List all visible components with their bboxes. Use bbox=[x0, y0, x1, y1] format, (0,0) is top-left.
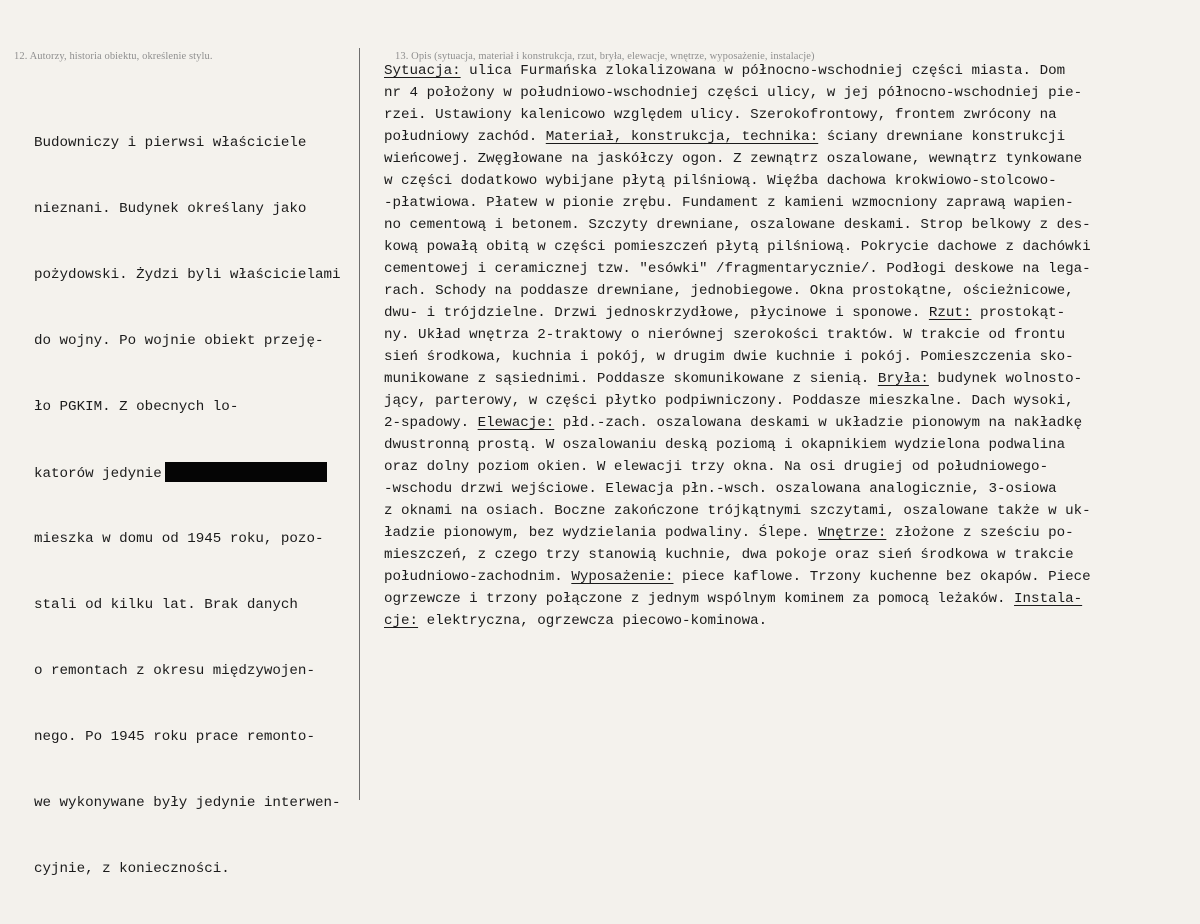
text-line: Budowniczy i pierwsi właściciele bbox=[34, 135, 307, 151]
text-line bbox=[384, 456, 1091, 478]
text-fragment: dwu- i trójdzielne. Drzwi jednoskrzydłowe, płycinowe i sponowe. bbox=[384, 305, 929, 321]
text-fragment: elektryczna, ogrzewcza piecowo-kominowa. bbox=[418, 613, 768, 629]
text-line bbox=[384, 522, 1091, 544]
text-line: we wykonywane były jedynie interwen- bbox=[34, 795, 341, 811]
text-fragment: dwustronną prostą. W oszalowaniu deską poziomą i okapnikiem wydzielona podwalina bbox=[384, 437, 1066, 453]
section-label: Sytuacja: bbox=[384, 63, 461, 79]
text-fragment: no cementową i betonem. Szczyty drewniane, oszalowane deskami. Strop belkowy z des- bbox=[384, 217, 1091, 233]
text-fragment: piece kaflowe. Trzony kuchenne bez okapów. Piece bbox=[673, 569, 1091, 585]
section-12-header: 12. Autorzy, historia obiektu, określenie stylu. bbox=[14, 51, 213, 62]
section-label: Wnętrze: bbox=[818, 525, 887, 541]
text-line bbox=[384, 544, 1091, 566]
section-label: Instala- bbox=[1014, 591, 1083, 607]
history-text bbox=[34, 88, 341, 924]
text-fragment: ulica Furmańska zlokalizowana w północno-wschodniej części miasta. Dom bbox=[460, 63, 1066, 79]
text-line bbox=[384, 566, 1091, 588]
text-fragment: 2-spadowy. bbox=[384, 415, 478, 431]
text-line bbox=[384, 236, 1091, 258]
text-line bbox=[384, 610, 1091, 632]
section-label: Bryła: bbox=[877, 371, 929, 387]
text-fragment: złożone z sześciu po- bbox=[886, 525, 1074, 541]
section-label: Materiał, konstrukcja, technika: bbox=[545, 129, 819, 145]
text-fragment: oraz dolny poziom okien. W elewacji trzy okna. Na osi drugiej od południowego- bbox=[384, 459, 1049, 475]
text-line bbox=[384, 82, 1091, 104]
text-fragment: rach. Schody na poddasze drewniane, jednobiegowe. Okna prostokątne, ościeżnicowe, bbox=[384, 283, 1074, 299]
text-line bbox=[384, 126, 1091, 148]
text-line bbox=[384, 588, 1091, 610]
text-line bbox=[384, 500, 1091, 522]
text-line bbox=[384, 60, 1091, 82]
text-line bbox=[384, 258, 1091, 280]
text-fragment: południowy zachód. bbox=[384, 129, 546, 145]
text-fragment: ładzie pionowym, bez wydzielania podwaliny. Ślepe. bbox=[384, 525, 819, 541]
redaction-bar bbox=[165, 462, 327, 482]
text-fragment: ogrzewcze i trzony połączone z jednym wspólnym kominem za pomocą leżaków. bbox=[384, 591, 1015, 607]
text-fragment: nr 4 położony w południowo-wschodniej części ulicy, w jej północno-wschodniej pie- bbox=[384, 85, 1083, 101]
text-line: nego. Po 1945 roku prace remonto- bbox=[34, 729, 315, 745]
text-line bbox=[384, 170, 1091, 192]
section-label: Wyposażenie: bbox=[571, 569, 674, 585]
text-fragment: jący, parterowy, w części płytko podpiwniczony. Poddasze mieszkalne. Dach wysoki, bbox=[384, 393, 1074, 409]
text-fragment: w części dodatkowo wybijane płytą pilśniową. Więźba dachowa krokwiowo-stolcowo- bbox=[384, 173, 1057, 189]
text-fragment: mieszczeń, z czego trzy stanowią kuchnie, dwa pokoje oraz sień środkowa w trakcie bbox=[384, 547, 1074, 563]
text-fragment: południowo-zachodnim. bbox=[384, 569, 572, 585]
section-label: cje: bbox=[384, 613, 419, 629]
text-line bbox=[384, 434, 1091, 456]
text-fragment: katorów jedynie bbox=[34, 466, 162, 482]
text-fragment: sień środkowa, kuchnia i pokój, w drugim dwie kuchnie i pokój. Pomieszczenia sko- bbox=[384, 349, 1074, 365]
text-fragment: -płatwiowa. Płatew w pionie zrębu. Fundament z kamieni wzmocniony zaprawą wapien- bbox=[384, 195, 1074, 211]
section-13-header: 13. Opis (sytuacja, materiał i konstrukcja, rzut, bryła, elewacje, wnętrze, wyposażenie, instalacje) bbox=[395, 51, 815, 62]
text-fragment: munikowane z sąsiednimi. Poddasze skomunikowane z sienią. bbox=[384, 371, 878, 387]
text-fragment: ny. Układ wnętrza 2-traktowy o nierównej szerokości traktów. W trakcie od frontu bbox=[384, 327, 1066, 343]
text-line bbox=[384, 148, 1091, 170]
text-line bbox=[384, 192, 1091, 214]
section-label: Rzut: bbox=[928, 305, 972, 321]
text-fragment: -wschodu drzwi wejściowe. Elewacja płn.-wsch. oszalowana analogicznie, 3-osiowa bbox=[384, 481, 1057, 497]
text-fragment: cementowej i ceramicznej tzw. "esówki" /fragmentarycznie/. Podłogi deskowe na lega- bbox=[384, 261, 1091, 277]
text-fragment: prostokąt- bbox=[971, 305, 1066, 321]
text-line bbox=[384, 368, 1091, 390]
text-fragment: kową powałą obitą w części pomieszczeń płytą pilśniową. Pokrycie dachowe z dachówki bbox=[384, 239, 1091, 255]
text-line bbox=[384, 280, 1091, 302]
text-line bbox=[384, 324, 1091, 346]
text-line bbox=[384, 412, 1091, 434]
text-line: do wojny. Po wojnie obiekt przeję- bbox=[34, 333, 324, 349]
text-line: mieszka w domu od 1945 roku, pozo- bbox=[34, 531, 324, 547]
text-line: pożydowski. Żydzi byli właścicielami bbox=[34, 267, 341, 283]
text-line: ło PGKIM. Z obecnych lo- bbox=[34, 399, 239, 415]
text-line bbox=[384, 104, 1091, 126]
text-line: cyjnie, z konieczności. bbox=[34, 861, 230, 877]
text-line: o remontach z okresu międzywojen- bbox=[34, 663, 315, 679]
column-divider bbox=[359, 48, 360, 800]
text-line bbox=[384, 478, 1091, 500]
text-line bbox=[384, 346, 1091, 368]
text-line: nieznani. Budynek określany jako bbox=[34, 201, 307, 217]
text-line bbox=[384, 390, 1091, 412]
text-fragment: budynek wolnosto- bbox=[928, 371, 1083, 387]
text-fragment: ściany drewniane konstrukcji bbox=[818, 129, 1066, 145]
text-line bbox=[384, 302, 1091, 324]
text-line: stali od kilku lat. Brak danych bbox=[34, 597, 298, 613]
text-line-redacted bbox=[34, 462, 341, 484]
text-fragment: płd.-zach. oszalowana deskami w układzie pionowym na nakładkę bbox=[554, 415, 1083, 431]
description-text bbox=[384, 60, 1091, 632]
section-label: Elewacje: bbox=[477, 415, 555, 431]
text-fragment: z oknami na osiach. Boczne zakończone trójkątnymi szczytami, oszalowane także w uk- bbox=[384, 503, 1091, 519]
text-fragment: wieńcowej. Zwęgłowane na jaskółczy ogon. Z zewnątrz oszalowane, wewnątrz tynkowane bbox=[384, 151, 1083, 167]
text-fragment: rzei. Ustawiony kalenicowo względem ulicy. Szerokofrontowy, frontem zwrócony na bbox=[384, 107, 1057, 123]
text-line bbox=[384, 214, 1091, 236]
